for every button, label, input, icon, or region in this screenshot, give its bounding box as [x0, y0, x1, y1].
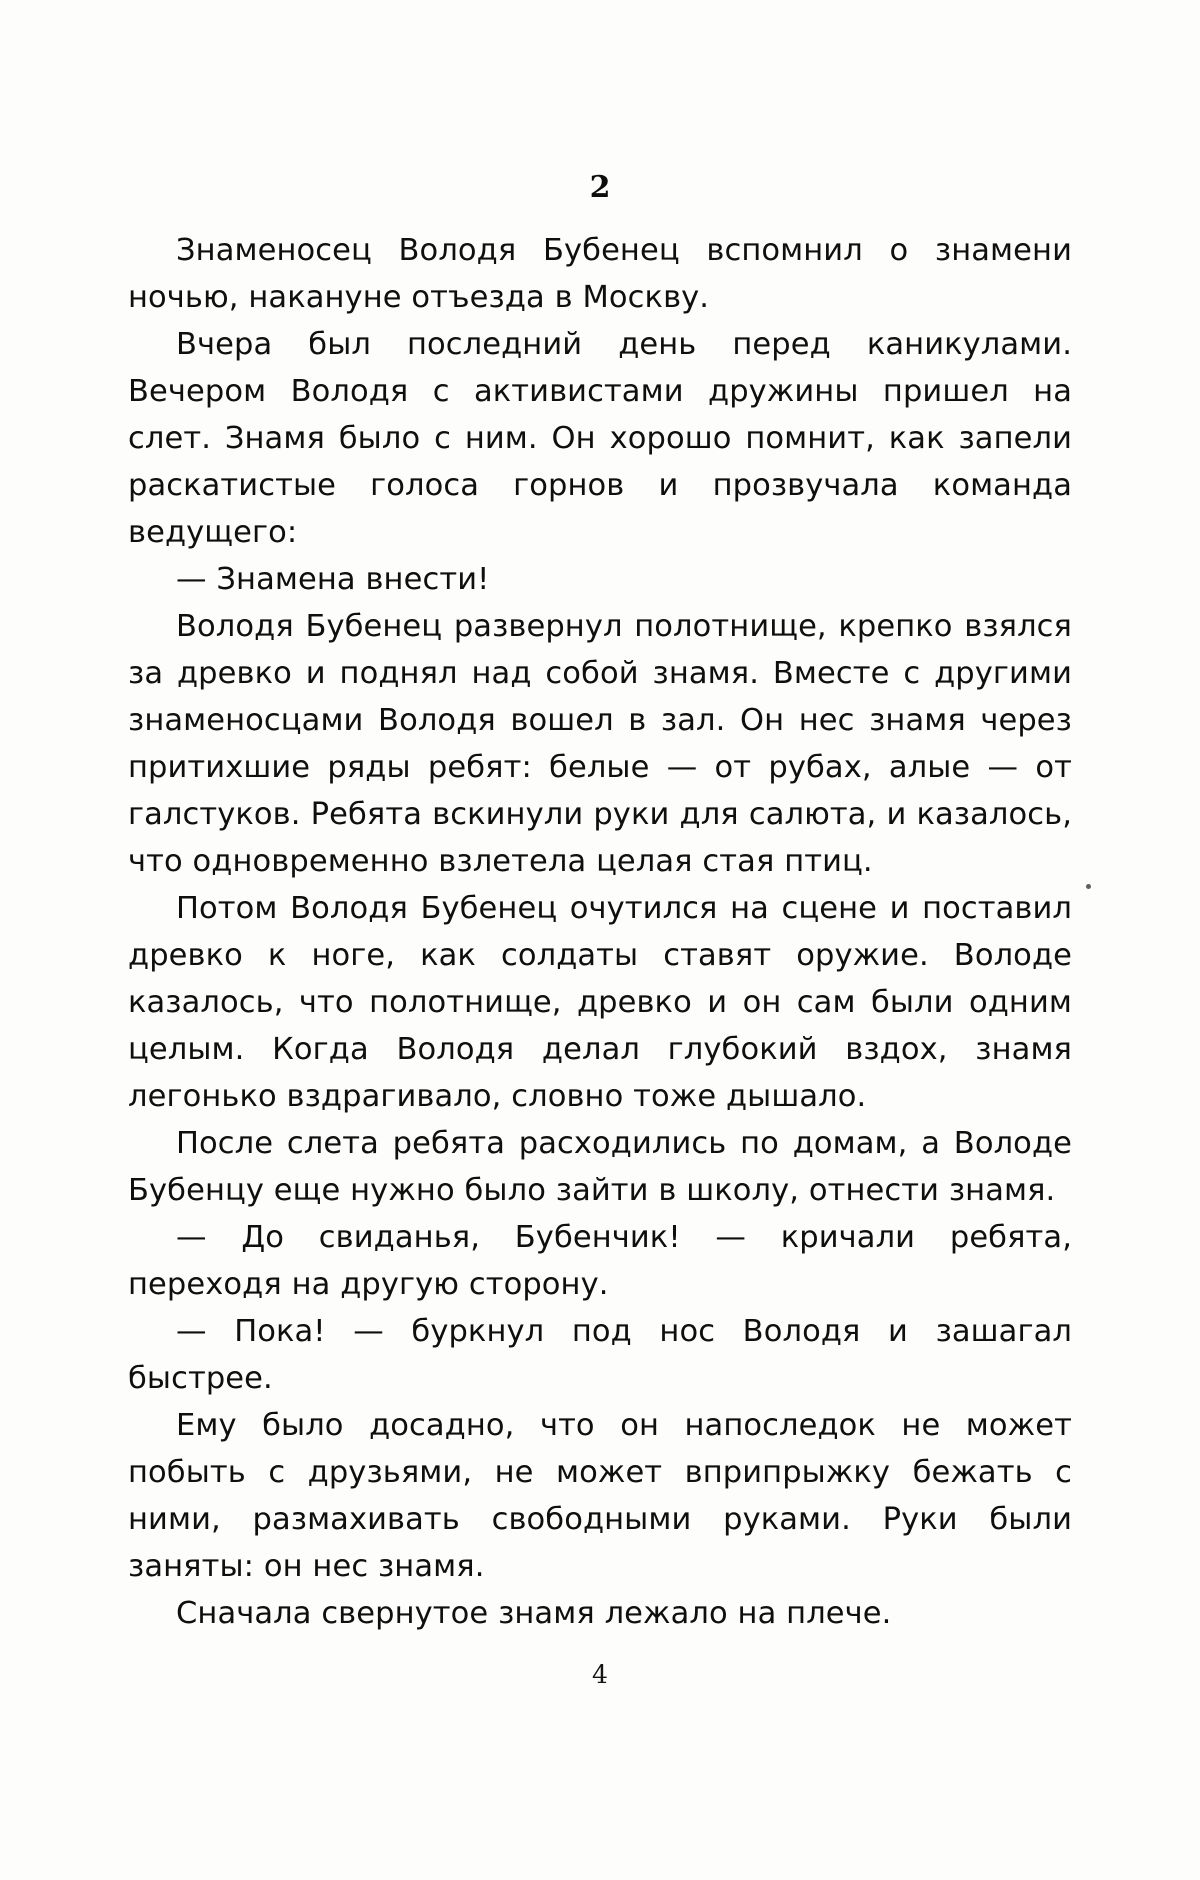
paragraph-3: — Знамена внести!	[176, 562, 490, 597]
page-text-body	[128, 170, 1072, 1637]
paragraph-1: Знаменосец Володя Бубенец вспомнил о знамени ночью, накануне отъезда в Москву.	[128, 233, 1072, 315]
paragraph-6: После слета ребята расходились по домам, а Володе Бубенцу еще нужно было зайти в школу, отнести знамя.	[128, 1126, 1072, 1208]
paragraph-10: Сначала свернутое знамя лежало на плече.	[176, 1596, 892, 1631]
page-speck	[1086, 884, 1091, 889]
section-number: 2	[589, 170, 611, 205]
paragraph-9: Ему было досадно, что он напоследок не может побыть с друзьями, не может вприпрыжку бежать с ними, размахивать свободными руками. Руки были заняты: он нес знамя.	[128, 1408, 1072, 1584]
paragraph-4: Володя Бубенец развернул полотнище, крепко взялся за древко и поднял над собой знамя. Вместе с другими знаменосцами Володя вошел в зал. Он нес знамя через притихшие ряды ребят: белые — от рубах, алые — от галстуков. Ребята вскинули руки для салюта, и казалось, что одновременно взлетела целая стая птиц.	[128, 609, 1072, 879]
paragraph-7: — До свиданья, Бубенчик! — кричали ребята, переходя на другую сторону.	[128, 1220, 1072, 1302]
page-number: 4	[592, 1660, 608, 1689]
paragraph-2: Вчера был последний день перед каникулами. Вечером Володя с активистами дружины пришел на слет. Знамя было с ним. Он хорошо помнит, как запели раскатистые голоса горнов и прозвучала команда ведущего:	[128, 327, 1072, 550]
paragraph-8: — Пока! — буркнул под нос Володя и зашагал быстрее.	[128, 1314, 1072, 1396]
paragraph-5: Потом Володя Бубенец очутился на сцене и поставил древко к ноге, как солдаты ставят оружие. Володе казалось, что полотнище, древко и он сам были одним целым. Когда Володя делал глубокий вздох, знамя легонько вздрагивало, словно тоже дышало.	[128, 891, 1072, 1114]
